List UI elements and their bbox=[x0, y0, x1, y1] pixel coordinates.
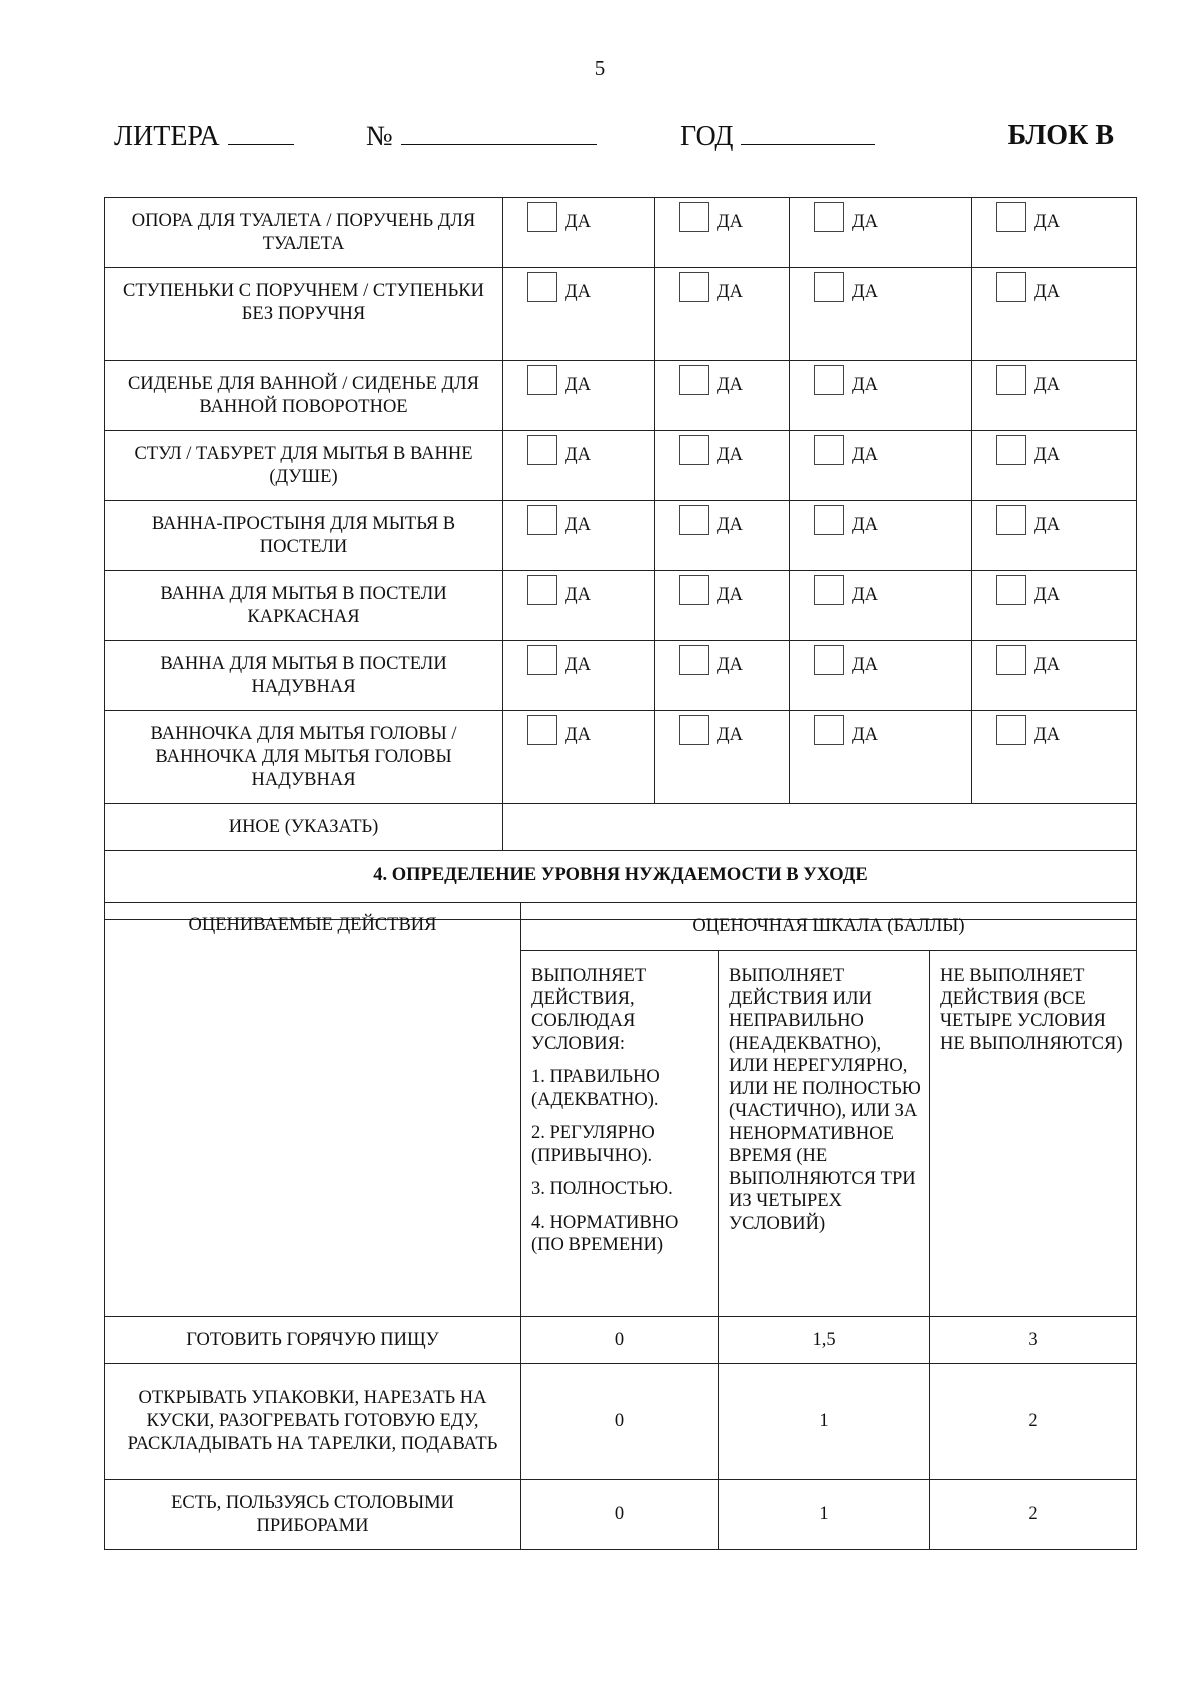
section4-title: 4. ОПРЕДЕЛЕНИЕ УРОВНЯ НУЖДАЕМОСТИ В УХОДЕ bbox=[105, 851, 1137, 920]
block-label: БЛОК В bbox=[1007, 120, 1114, 151]
desc1-intro: ВЫПОЛНЯЕТ ДЕЙСТВИЯ, СОБЛЮДАЯ УСЛОВИЯ: bbox=[531, 966, 647, 1054]
yes-checkbox[interactable] bbox=[679, 365, 709, 395]
score-value[interactable]: 0 bbox=[521, 1364, 719, 1480]
score-row bbox=[105, 1480, 1137, 1550]
yes-option[interactable] bbox=[655, 711, 790, 804]
yes-checkbox[interactable] bbox=[996, 645, 1026, 675]
yes-label: ДА bbox=[1034, 375, 1060, 395]
equipment-label: ВАННА-ПРОСТЫНЯ ДЛЯ МЫТЬЯ В ПОСТЕЛИ bbox=[105, 501, 503, 571]
equipment-label: ВАННА ДЛЯ МЫТЬЯ В ПОСТЕЛИ КАРКАСНАЯ bbox=[105, 571, 503, 641]
yes-label: ДА bbox=[565, 585, 591, 605]
yes-option[interactable] bbox=[972, 198, 1137, 268]
yes-label: ДА bbox=[717, 445, 743, 465]
yes-label: ДА bbox=[1034, 655, 1060, 675]
yes-label: ДА bbox=[717, 655, 743, 675]
yes-label: ДА bbox=[852, 445, 878, 465]
number-input-line[interactable] bbox=[401, 120, 597, 145]
yes-checkbox[interactable] bbox=[679, 505, 709, 535]
yes-option[interactable] bbox=[503, 711, 655, 804]
equipment-row bbox=[105, 198, 1137, 268]
desc1-item: 4. НОРМАТИВНО (ПО ВРЕМЕНИ) bbox=[531, 1212, 679, 1255]
equipment-label: СТУЛ / ТАБУРЕТ ДЛЯ МЫТЬЯ В ВАННЕ (ДУШЕ) bbox=[105, 431, 503, 501]
yes-label: ДА bbox=[1034, 515, 1060, 535]
yes-checkbox[interactable] bbox=[527, 715, 557, 745]
yes-option[interactable] bbox=[790, 268, 972, 361]
equipment-row bbox=[105, 501, 1137, 571]
score-value[interactable]: 1 bbox=[719, 1480, 930, 1550]
yes-option[interactable] bbox=[655, 571, 790, 641]
yes-checkbox[interactable] bbox=[527, 435, 557, 465]
equipment-label: ОПОРА ДЛЯ ТУАЛЕТА / ПОРУЧЕНЬ ДЛЯ ТУАЛЕТА bbox=[105, 198, 503, 268]
yes-checkbox[interactable] bbox=[679, 435, 709, 465]
yes-label: ДА bbox=[1034, 445, 1060, 465]
equipment-row bbox=[105, 431, 1137, 501]
yes-label: ДА bbox=[717, 725, 743, 745]
yes-checkbox[interactable] bbox=[527, 202, 557, 232]
score-value[interactable]: 0 bbox=[521, 1317, 719, 1364]
scale-desc-partial: ВЫПОЛНЯЕТ ДЕЙСТВИЯ ИЛИ НЕПРАВИЛЬНО (НЕАДЕКВАТНО), ИЛИ НЕРЕГУЛЯРНО, ИЛИ НЕ ПОЛНОСТЬЮ (ЧАСТИЧНО), ИЛИ ЗА НЕНОРМАТИВНОЕ ВРЕМЯ (НЕ ВЫПОЛНЯЮТСЯ ТРИ ИЗ ЧЕТЫРЕХ УСЛОВИЙ) bbox=[719, 951, 930, 1317]
equipment-row bbox=[105, 641, 1137, 711]
equipment-row bbox=[105, 571, 1137, 641]
yes-label: ДА bbox=[1034, 725, 1060, 745]
yes-option[interactable] bbox=[972, 571, 1137, 641]
yes-checkbox[interactable] bbox=[996, 272, 1026, 302]
yes-label: ДА bbox=[717, 282, 743, 302]
yes-checkbox[interactable] bbox=[996, 202, 1026, 232]
litera-label: ЛИТЕРА bbox=[114, 121, 220, 152]
other-label: ИНОЕ (УКАЗАТЬ) bbox=[105, 804, 503, 851]
yes-option[interactable] bbox=[972, 711, 1137, 804]
yes-option[interactable] bbox=[790, 571, 972, 641]
yes-label: ДА bbox=[852, 655, 878, 675]
yes-option[interactable] bbox=[790, 361, 972, 431]
yes-label: ДА bbox=[565, 212, 591, 232]
yes-checkbox[interactable] bbox=[527, 505, 557, 535]
yes-option[interactable] bbox=[790, 501, 972, 571]
yes-label: ДА bbox=[565, 375, 591, 395]
yes-label: ДА bbox=[565, 725, 591, 745]
yes-label: ДА bbox=[565, 515, 591, 535]
equipment-row bbox=[105, 268, 1137, 361]
yes-checkbox[interactable] bbox=[679, 645, 709, 675]
yes-option[interactable] bbox=[655, 268, 790, 361]
number-field[interactable] bbox=[366, 120, 597, 153]
yes-option[interactable] bbox=[503, 198, 655, 268]
yes-option[interactable] bbox=[503, 268, 655, 361]
yes-option[interactable] bbox=[790, 641, 972, 711]
yes-checkbox[interactable] bbox=[679, 272, 709, 302]
other-input[interactable] bbox=[503, 804, 1137, 851]
col-actions-header: ОЦЕНИВАЕМЫЕ ДЕЙСТВИЯ bbox=[105, 903, 521, 1317]
yes-option[interactable] bbox=[655, 361, 790, 431]
yes-option[interactable] bbox=[503, 571, 655, 641]
equipment-row bbox=[105, 361, 1137, 431]
page-number: 5 bbox=[594, 56, 606, 80]
score-value[interactable]: 2 bbox=[930, 1480, 1137, 1550]
desc1-item: 1. ПРАВИЛЬНО (АДЕКВАТНО). bbox=[531, 1067, 660, 1110]
yes-option[interactable] bbox=[655, 501, 790, 571]
score-row bbox=[105, 1364, 1137, 1480]
litera-input-line[interactable] bbox=[228, 120, 294, 145]
scale-desc-none: НЕ ВЫПОЛНЯЕТ ДЕЙСТВИЯ (ВСЕ ЧЕТЫРЕ УСЛОВИЯ НЕ ВЫПОЛНЯЮТСЯ) bbox=[930, 951, 1137, 1317]
yes-checkbox[interactable] bbox=[527, 645, 557, 675]
yes-label: ДА bbox=[717, 212, 743, 232]
yes-checkbox[interactable] bbox=[814, 505, 844, 535]
score-value[interactable]: 3 bbox=[930, 1317, 1137, 1364]
equipment-table bbox=[104, 197, 1137, 920]
yes-checkbox[interactable] bbox=[679, 202, 709, 232]
yes-label: ДА bbox=[852, 375, 878, 395]
yes-label: ДА bbox=[565, 282, 591, 302]
yes-checkbox[interactable] bbox=[996, 435, 1026, 465]
yes-option[interactable] bbox=[972, 641, 1137, 711]
yes-label: ДА bbox=[717, 375, 743, 395]
score-value[interactable]: 1 bbox=[719, 1364, 930, 1480]
yes-label: ДА bbox=[852, 515, 878, 535]
yes-option[interactable] bbox=[503, 361, 655, 431]
yes-label: ДА bbox=[852, 212, 878, 232]
yes-option[interactable] bbox=[655, 198, 790, 268]
yes-option[interactable] bbox=[790, 711, 972, 804]
yes-option[interactable] bbox=[503, 501, 655, 571]
yes-checkbox[interactable] bbox=[814, 575, 844, 605]
yes-option[interactable] bbox=[503, 431, 655, 501]
yes-checkbox[interactable] bbox=[814, 202, 844, 232]
yes-option[interactable] bbox=[972, 431, 1137, 501]
yes-checkbox[interactable] bbox=[996, 575, 1026, 605]
scale-desc-full bbox=[521, 951, 719, 1317]
yes-label: ДА bbox=[565, 655, 591, 675]
yes-label: ДА bbox=[1034, 282, 1060, 302]
yes-label: ДА bbox=[1034, 585, 1060, 605]
equipment-row bbox=[105, 711, 1137, 804]
yes-label: ДА bbox=[852, 585, 878, 605]
year-field[interactable] bbox=[680, 120, 875, 153]
desc1-item: 2. РЕГУЛЯРНО (ПРИВЫЧНО). bbox=[531, 1123, 655, 1166]
desc1-item: 3. ПОЛНОСТЬЮ. bbox=[531, 1179, 673, 1199]
yes-checkbox[interactable] bbox=[996, 505, 1026, 535]
score-value[interactable]: 1,5 bbox=[719, 1317, 930, 1364]
yes-label: ДА bbox=[852, 725, 878, 745]
yes-option[interactable] bbox=[503, 641, 655, 711]
action-label: ЕСТЬ, ПОЛЬЗУЯСЬ СТОЛОВЫМИ ПРИБОРАМИ bbox=[105, 1480, 521, 1550]
yes-label: ДА bbox=[717, 585, 743, 605]
yes-checkbox[interactable] bbox=[527, 272, 557, 302]
score-value[interactable]: 2 bbox=[930, 1364, 1137, 1480]
yes-checkbox[interactable] bbox=[814, 435, 844, 465]
year-label: ГОД bbox=[680, 121, 734, 152]
yes-checkbox[interactable] bbox=[527, 575, 557, 605]
litera-field[interactable] bbox=[114, 120, 294, 153]
yes-checkbox[interactable] bbox=[679, 575, 709, 605]
number-label: № bbox=[366, 121, 393, 152]
yes-label: ДА bbox=[717, 515, 743, 535]
yes-option[interactable] bbox=[972, 268, 1137, 361]
yes-checkbox[interactable] bbox=[814, 645, 844, 675]
col-scale-header: ОЦЕНОЧНАЯ ШКАЛА (БАЛЛЫ) bbox=[521, 903, 1137, 951]
yes-label: ДА bbox=[1034, 212, 1060, 232]
equipment-label: СИДЕНЬЕ ДЛЯ ВАННОЙ / СИДЕНЬЕ ДЛЯ ВАННОЙ ПОВОРОТНОЕ bbox=[105, 361, 503, 431]
action-label: ОТКРЫВАТЬ УПАКОВКИ, НАРЕЗАТЬ НА КУСКИ, РАЗОГРЕВАТЬ ГОТОВУЮ ЕДУ, РАСКЛАДЫВАТЬ НА ТАРЕЛКИ, ПОДАВАТЬ bbox=[105, 1364, 521, 1480]
yes-label: ДА bbox=[852, 282, 878, 302]
equipment-label: ВАННОЧКА ДЛЯ МЫТЬЯ ГОЛОВЫ / ВАННОЧКА ДЛЯ МЫТЬЯ ГОЛОВЫ НАДУВНАЯ bbox=[105, 711, 503, 804]
yes-checkbox[interactable] bbox=[679, 715, 709, 745]
yes-checkbox[interactable] bbox=[814, 272, 844, 302]
score-value[interactable]: 0 bbox=[521, 1480, 719, 1550]
yes-checkbox[interactable] bbox=[527, 365, 557, 395]
yes-option[interactable] bbox=[972, 501, 1137, 571]
yes-option[interactable] bbox=[655, 431, 790, 501]
yes-option[interactable] bbox=[790, 198, 972, 268]
yes-label: ДА bbox=[565, 445, 591, 465]
equipment-label: ВАННА ДЛЯ МЫТЬЯ В ПОСТЕЛИ НАДУВНАЯ bbox=[105, 641, 503, 711]
equipment-label: СТУПЕНЬКИ С ПОРУЧНЕМ / СТУПЕНЬКИ БЕЗ ПОРУЧНЯ bbox=[105, 268, 503, 361]
yes-checkbox[interactable] bbox=[814, 365, 844, 395]
yes-checkbox[interactable] bbox=[814, 715, 844, 745]
yes-option[interactable] bbox=[972, 361, 1137, 431]
yes-checkbox[interactable] bbox=[996, 365, 1026, 395]
yes-option[interactable] bbox=[790, 431, 972, 501]
score-row bbox=[105, 1317, 1137, 1364]
action-label: ГОТОВИТЬ ГОРЯЧУЮ ПИЩУ bbox=[105, 1317, 521, 1364]
yes-option[interactable] bbox=[655, 641, 790, 711]
yes-checkbox[interactable] bbox=[996, 715, 1026, 745]
care-need-table bbox=[104, 902, 1137, 1550]
year-input-line[interactable] bbox=[741, 120, 875, 145]
